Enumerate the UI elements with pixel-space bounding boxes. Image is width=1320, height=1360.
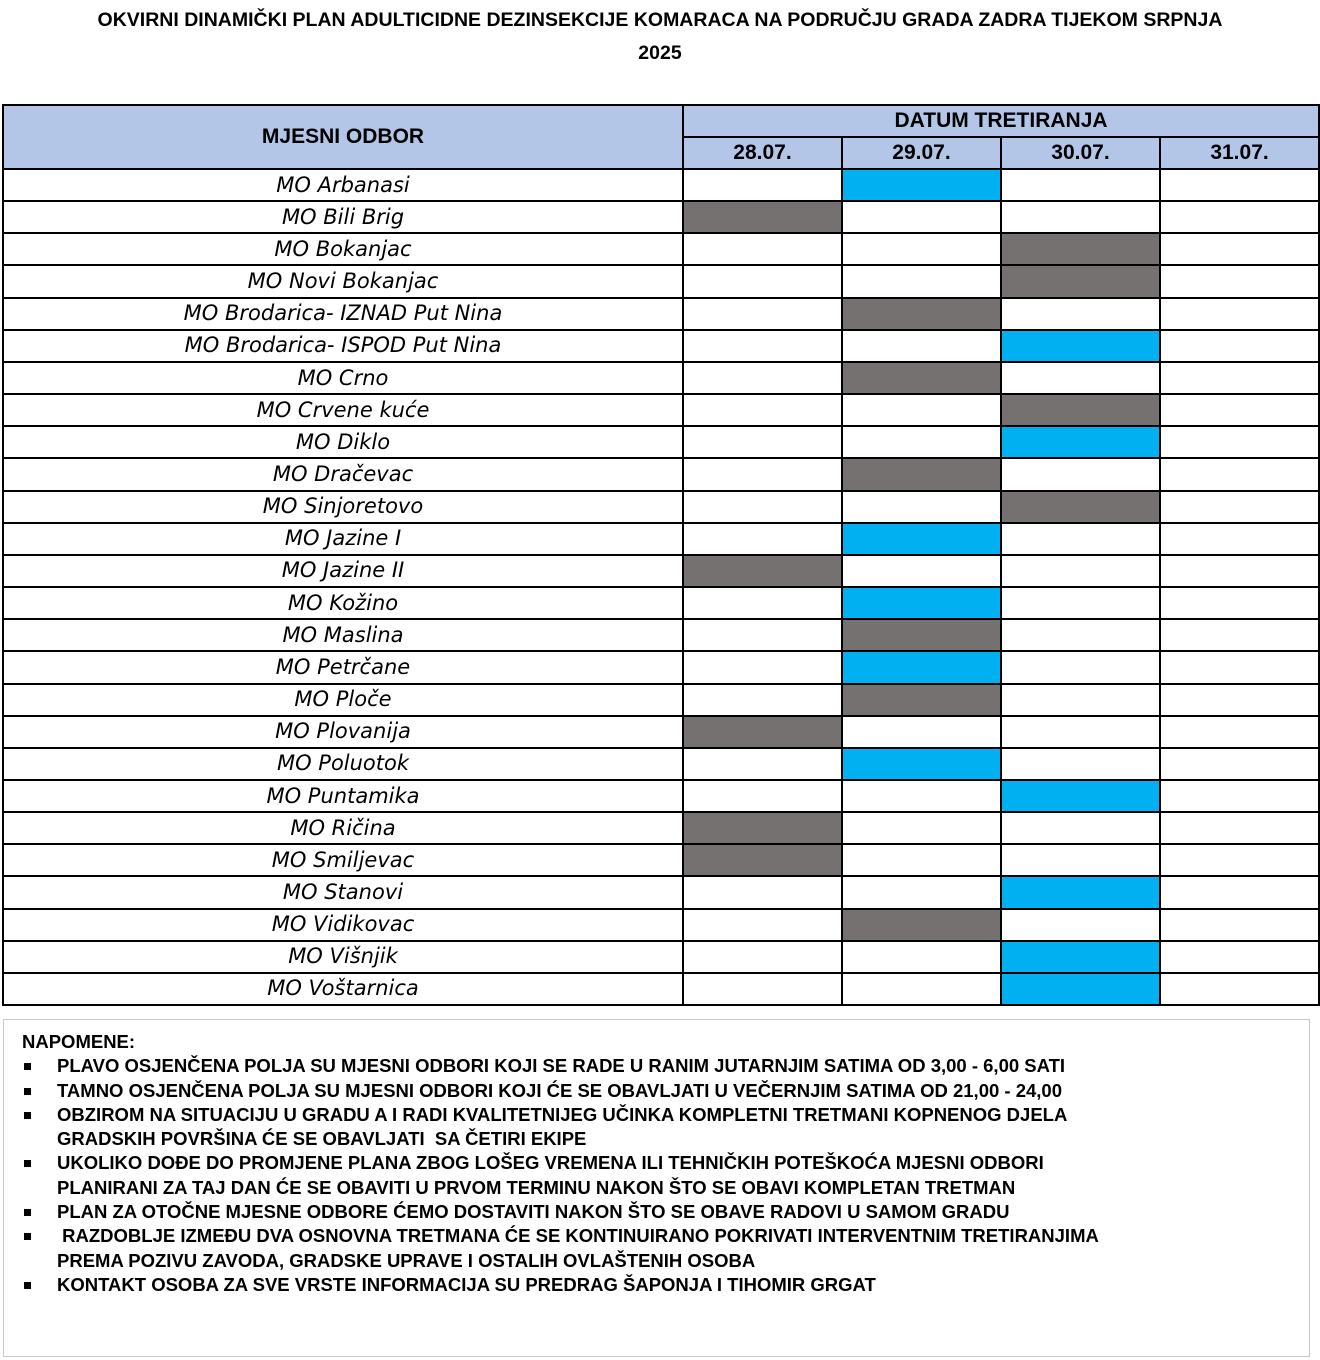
table-row	[3, 812, 1319, 844]
schedule-cell-empty	[842, 491, 1001, 523]
schedule-cell-empty	[842, 426, 1001, 458]
mjesni-odbor-name: MO Puntamika	[3, 780, 683, 812]
mjesni-odbor-name: MO Jazine I	[3, 523, 683, 555]
schedule-cell-morning	[842, 587, 1001, 619]
table-row	[3, 651, 1319, 683]
schedule-cell-morning	[1001, 330, 1160, 362]
note-item	[22, 1224, 1297, 1273]
schedule-cell-morning	[1001, 780, 1160, 812]
schedule-cell-empty	[1001, 619, 1160, 651]
schedule-cell-empty	[683, 233, 842, 265]
table-row	[3, 973, 1319, 1005]
table-row	[3, 716, 1319, 748]
note-line: RAZDOBLJE IZMEĐU DVA OSNOVNA TRETMANA ĆE SE KONTINUIRANO POKRIVATI INTERVENTNIM TRETIRANJIMA	[57, 1225, 1099, 1247]
schedule-cell-empty	[1001, 201, 1160, 233]
mjesni-odbor-name: MO Bili Brig	[3, 201, 683, 233]
mjesni-odbor-name: MO Bokanjac	[3, 233, 683, 265]
table-row	[3, 844, 1319, 876]
bullet-square-icon	[24, 1209, 31, 1216]
note-line: PREMA POZIVU ZAVODA, GRADSKE UPRAVE I OSTALIH OVLAŠTENIH OSOBA	[57, 1249, 756, 1271]
bullet-square-icon	[24, 1088, 31, 1095]
mjesni-odbor-name: MO Crvene kuće	[3, 394, 683, 426]
mjesni-odbor-name: MO Arbanasi	[3, 169, 683, 201]
table-row	[3, 298, 1319, 330]
schedule-cell-empty	[683, 362, 842, 394]
header-date: 30.07.	[1001, 137, 1160, 169]
bullet-square-icon	[24, 1063, 31, 1070]
bullet-square-icon	[24, 1233, 31, 1240]
mjesni-odbor-name: MO Brodarica- IZNAD Put Nina	[3, 298, 683, 330]
schedule-cell-empty	[1001, 587, 1160, 619]
note-item	[22, 1103, 1297, 1152]
schedule-cell-morning	[842, 169, 1001, 201]
table-row	[3, 619, 1319, 651]
mjesni-odbor-name: MO Dračevac	[3, 458, 683, 490]
table-row	[3, 233, 1319, 265]
table-row	[3, 265, 1319, 297]
schedule-cell-evening	[683, 844, 842, 876]
schedule-cell-empty	[1160, 619, 1319, 651]
schedule-cell-empty	[1160, 233, 1319, 265]
title-line-2: 2025	[638, 42, 682, 64]
header-date: 29.07.	[842, 137, 1001, 169]
mjesni-odbor-name: MO Diklo	[3, 426, 683, 458]
schedule-cell-empty	[842, 876, 1001, 908]
schedule-cell-empty	[1160, 844, 1319, 876]
schedule-cell-evening	[842, 458, 1001, 490]
notes-title: NAPOMENE:	[22, 1031, 136, 1052]
notes-box	[3, 1019, 1310, 1357]
schedule-cell-empty	[842, 265, 1001, 297]
table-row	[3, 780, 1319, 812]
note-item	[22, 1200, 1297, 1224]
mjesni-odbor-name: MO Petrčane	[3, 651, 683, 683]
schedule-cell-empty	[1160, 426, 1319, 458]
schedule-cell-morning	[842, 651, 1001, 683]
schedule-cell-morning	[842, 523, 1001, 555]
table-row	[3, 748, 1319, 780]
document-title	[20, 4, 1300, 70]
schedule-cell-evening	[842, 298, 1001, 330]
mjesni-odbor-name: MO Vidikovac	[3, 909, 683, 941]
table-row	[3, 394, 1319, 426]
header-datum-tretiranja: DATUM TRETIRANJA	[683, 105, 1319, 137]
mjesni-odbor-name: MO Stanovi	[3, 876, 683, 908]
schedule-cell-empty	[683, 169, 842, 201]
table-row	[3, 555, 1319, 587]
schedule-cell-evening	[1001, 233, 1160, 265]
schedule-cell-empty	[842, 973, 1001, 1005]
note-item	[22, 1054, 1297, 1078]
schedule-cell-empty	[1001, 909, 1160, 941]
note-item	[22, 1273, 1297, 1297]
schedule-cell-empty	[1160, 812, 1319, 844]
schedule-cell-evening	[842, 684, 1001, 716]
schedule-cell-empty	[1160, 780, 1319, 812]
schedule-cell-empty	[683, 491, 842, 523]
table-row	[3, 684, 1319, 716]
note-line: GRADSKIH POVRŠINA ĆE SE OBAVLJATI SA ČETIRI EKIPE	[57, 1128, 587, 1150]
schedule-cell-empty	[1160, 298, 1319, 330]
table-row	[3, 458, 1319, 490]
schedule-cell-evening	[842, 362, 1001, 394]
mjesni-odbor-name: MO Voštarnica	[3, 973, 683, 1005]
schedule-cell-empty	[1160, 684, 1319, 716]
note-line: PLAVO OSJENČENA POLJA SU MJESNI ODBORI KOJI SE RADE U RANIM JUTARNJIM SATIMA OD 3,00 - 6,00 SATI	[57, 1055, 1066, 1077]
schedule-cell-empty	[683, 426, 842, 458]
schedule-cell-empty	[683, 458, 842, 490]
mjesni-odbor-name: MO Ričina	[3, 812, 683, 844]
schedule-cell-empty	[842, 201, 1001, 233]
header-date: 28.07.	[683, 137, 842, 169]
schedule-cell-empty	[842, 941, 1001, 973]
schedule-cell-empty	[1001, 169, 1160, 201]
schedule-cell-empty	[1001, 362, 1160, 394]
schedule-cell-empty	[1160, 394, 1319, 426]
mjesni-odbor-name: MO Smiljevac	[3, 844, 683, 876]
table-row	[3, 876, 1319, 908]
schedule-cell-empty	[683, 684, 842, 716]
schedule-cell-empty	[842, 394, 1001, 426]
schedule-cell-empty	[1001, 523, 1160, 555]
schedule-cell-empty	[1160, 523, 1319, 555]
note-line: PLAN ZA OTOČNE MJESNE ODBORE ĆEMO DOSTAVITI NAKON ŠTO SE OBAVE RADOVI U SAMOM GRADU	[57, 1201, 1010, 1223]
schedule-cell-empty	[1160, 458, 1319, 490]
mjesni-odbor-name: MO Sinjoretovo	[3, 491, 683, 523]
schedule-cell-empty	[1001, 555, 1160, 587]
table-row	[3, 491, 1319, 523]
schedule-cell-morning	[1001, 941, 1160, 973]
schedule-cell-empty	[842, 716, 1001, 748]
note-line: UKOLIKO DOĐE DO PROMJENE PLANA ZBOG LOŠEG VREMENA ILI TEHNIČKIH POTEŠKOĆA MJESNI ODBORI	[57, 1152, 1044, 1174]
schedule-cell-empty	[842, 555, 1001, 587]
schedule-cell-evening	[1001, 265, 1160, 297]
schedule-cell-empty	[842, 233, 1001, 265]
table-row	[3, 201, 1319, 233]
title-line-1: OKVIRNI DINAMIČKI PLAN ADULTICIDNE DEZINSEKCIJE KOMARACA NA PODRUČJU GRADA ZADRA TIJEKOM SRPNJA	[97, 9, 1223, 31]
schedule-cell-morning	[842, 748, 1001, 780]
schedule-cell-empty	[1160, 651, 1319, 683]
mjesni-odbor-name: MO Maslina	[3, 619, 683, 651]
note-line: KONTAKT OSOBA ZA SVE VRSTE INFORMACIJA SU PREDRAG ŠAPONJA I TIHOMIR GRGAT	[57, 1273, 876, 1295]
table-row	[3, 909, 1319, 941]
schedule-cell-empty	[1160, 748, 1319, 780]
schedule-cell-empty	[1160, 201, 1319, 233]
schedule-cell-empty	[1001, 812, 1160, 844]
schedule-cell-empty	[683, 523, 842, 555]
schedule-cell-empty	[1160, 491, 1319, 523]
schedule-cell-empty	[842, 844, 1001, 876]
schedule-cell-empty	[683, 619, 842, 651]
mjesni-odbor-name: MO Novi Bokanjac	[3, 265, 683, 297]
header-mjesni-odbor: MJESNI ODBOR	[3, 105, 683, 169]
schedule-cell-morning	[1001, 426, 1160, 458]
schedule-cell-evening	[1001, 491, 1160, 523]
schedule-cell-empty	[1160, 362, 1319, 394]
mjesni-odbor-name: MO Plovanija	[3, 716, 683, 748]
mjesni-odbor-name: MO Brodarica- ISPOD Put Nina	[3, 330, 683, 362]
schedule-cell-empty	[1160, 265, 1319, 297]
note-item	[22, 1079, 1297, 1103]
table-row	[3, 330, 1319, 362]
schedule-cell-evening	[1001, 394, 1160, 426]
treatment-plan-table	[2, 104, 1320, 1006]
schedule-cell-evening	[683, 555, 842, 587]
schedule-cell-empty	[683, 941, 842, 973]
schedule-cell-empty	[1001, 844, 1160, 876]
mjesni-odbor-name: MO Crno	[3, 362, 683, 394]
schedule-cell-empty	[1160, 555, 1319, 587]
schedule-cell-empty	[842, 780, 1001, 812]
header-date: 31.07.	[1160, 137, 1319, 169]
mjesni-odbor-name: MO Kožino	[3, 587, 683, 619]
schedule-cell-empty	[683, 587, 842, 619]
schedule-cell-empty	[1160, 876, 1319, 908]
schedule-cell-empty	[683, 973, 842, 1005]
note-line: PLANIRANI ZA TAJ DAN ĆE SE OBAVITI U PRVOM TERMINU NAKON ŠTO SE OBAVI KOMPLETAN TRETMAN	[57, 1176, 1016, 1198]
schedule-cell-empty	[683, 651, 842, 683]
note-line: TAMNO OSJENČENA POLJA SU MJESNI ODBORI KOJI ĆE SE OBAVLJATI U VEČERNJIM SATIMA OD 21,00 - 24,00	[57, 1079, 1063, 1101]
schedule-cell-morning	[1001, 876, 1160, 908]
schedule-cell-empty	[683, 876, 842, 908]
table-row	[3, 426, 1319, 458]
schedule-cell-empty	[1160, 941, 1319, 973]
schedule-cell-empty	[1001, 684, 1160, 716]
mjesni-odbor-name: MO Poluotok	[3, 748, 683, 780]
schedule-cell-empty	[683, 909, 842, 941]
schedule-cell-empty	[1160, 330, 1319, 362]
table-row	[3, 362, 1319, 394]
schedule-cell-empty	[1160, 169, 1319, 201]
mjesni-odbor-name: MO Jazine II	[3, 555, 683, 587]
schedule-cell-empty	[1160, 716, 1319, 748]
schedule-cell-evening	[842, 909, 1001, 941]
schedule-cell-evening	[842, 619, 1001, 651]
schedule-cell-empty	[1001, 748, 1160, 780]
schedule-cell-evening	[683, 716, 842, 748]
schedule-cell-empty	[683, 748, 842, 780]
table-row	[3, 523, 1319, 555]
schedule-cell-empty	[1160, 587, 1319, 619]
schedule-cell-morning	[1001, 973, 1160, 1005]
schedule-cell-evening	[683, 201, 842, 233]
table-row	[3, 587, 1319, 619]
schedule-cell-empty	[683, 330, 842, 362]
bullet-square-icon	[24, 1282, 31, 1289]
schedule-cell-empty	[683, 394, 842, 426]
table-body	[3, 169, 1319, 1005]
schedule-cell-empty	[1160, 909, 1319, 941]
schedule-cell-evening	[683, 812, 842, 844]
schedule-cell-empty	[842, 330, 1001, 362]
notes-list	[22, 1054, 1309, 1297]
schedule-cell-empty	[683, 298, 842, 330]
note-line: OBZIROM NA SITUACIJU U GRADU A I RADI KVALITETNIJEG UČINKA KOMPLETNI TRETMANI KOPNENOG DJELA	[57, 1103, 1068, 1125]
schedule-cell-empty	[683, 265, 842, 297]
mjesni-odbor-name: MO Višnjik	[3, 941, 683, 973]
table-row	[3, 169, 1319, 201]
schedule-cell-empty	[842, 812, 1001, 844]
mjesni-odbor-name: MO Ploče	[3, 684, 683, 716]
schedule-cell-empty	[1160, 973, 1319, 1005]
bullet-square-icon	[24, 1160, 31, 1167]
table-row	[3, 941, 1319, 973]
bullet-square-icon	[24, 1112, 31, 1119]
schedule-cell-empty	[1001, 651, 1160, 683]
schedule-cell-empty	[1001, 458, 1160, 490]
schedule-cell-empty	[683, 780, 842, 812]
note-item	[22, 1151, 1297, 1200]
schedule-cell-empty	[1001, 716, 1160, 748]
schedule-cell-empty	[1001, 298, 1160, 330]
